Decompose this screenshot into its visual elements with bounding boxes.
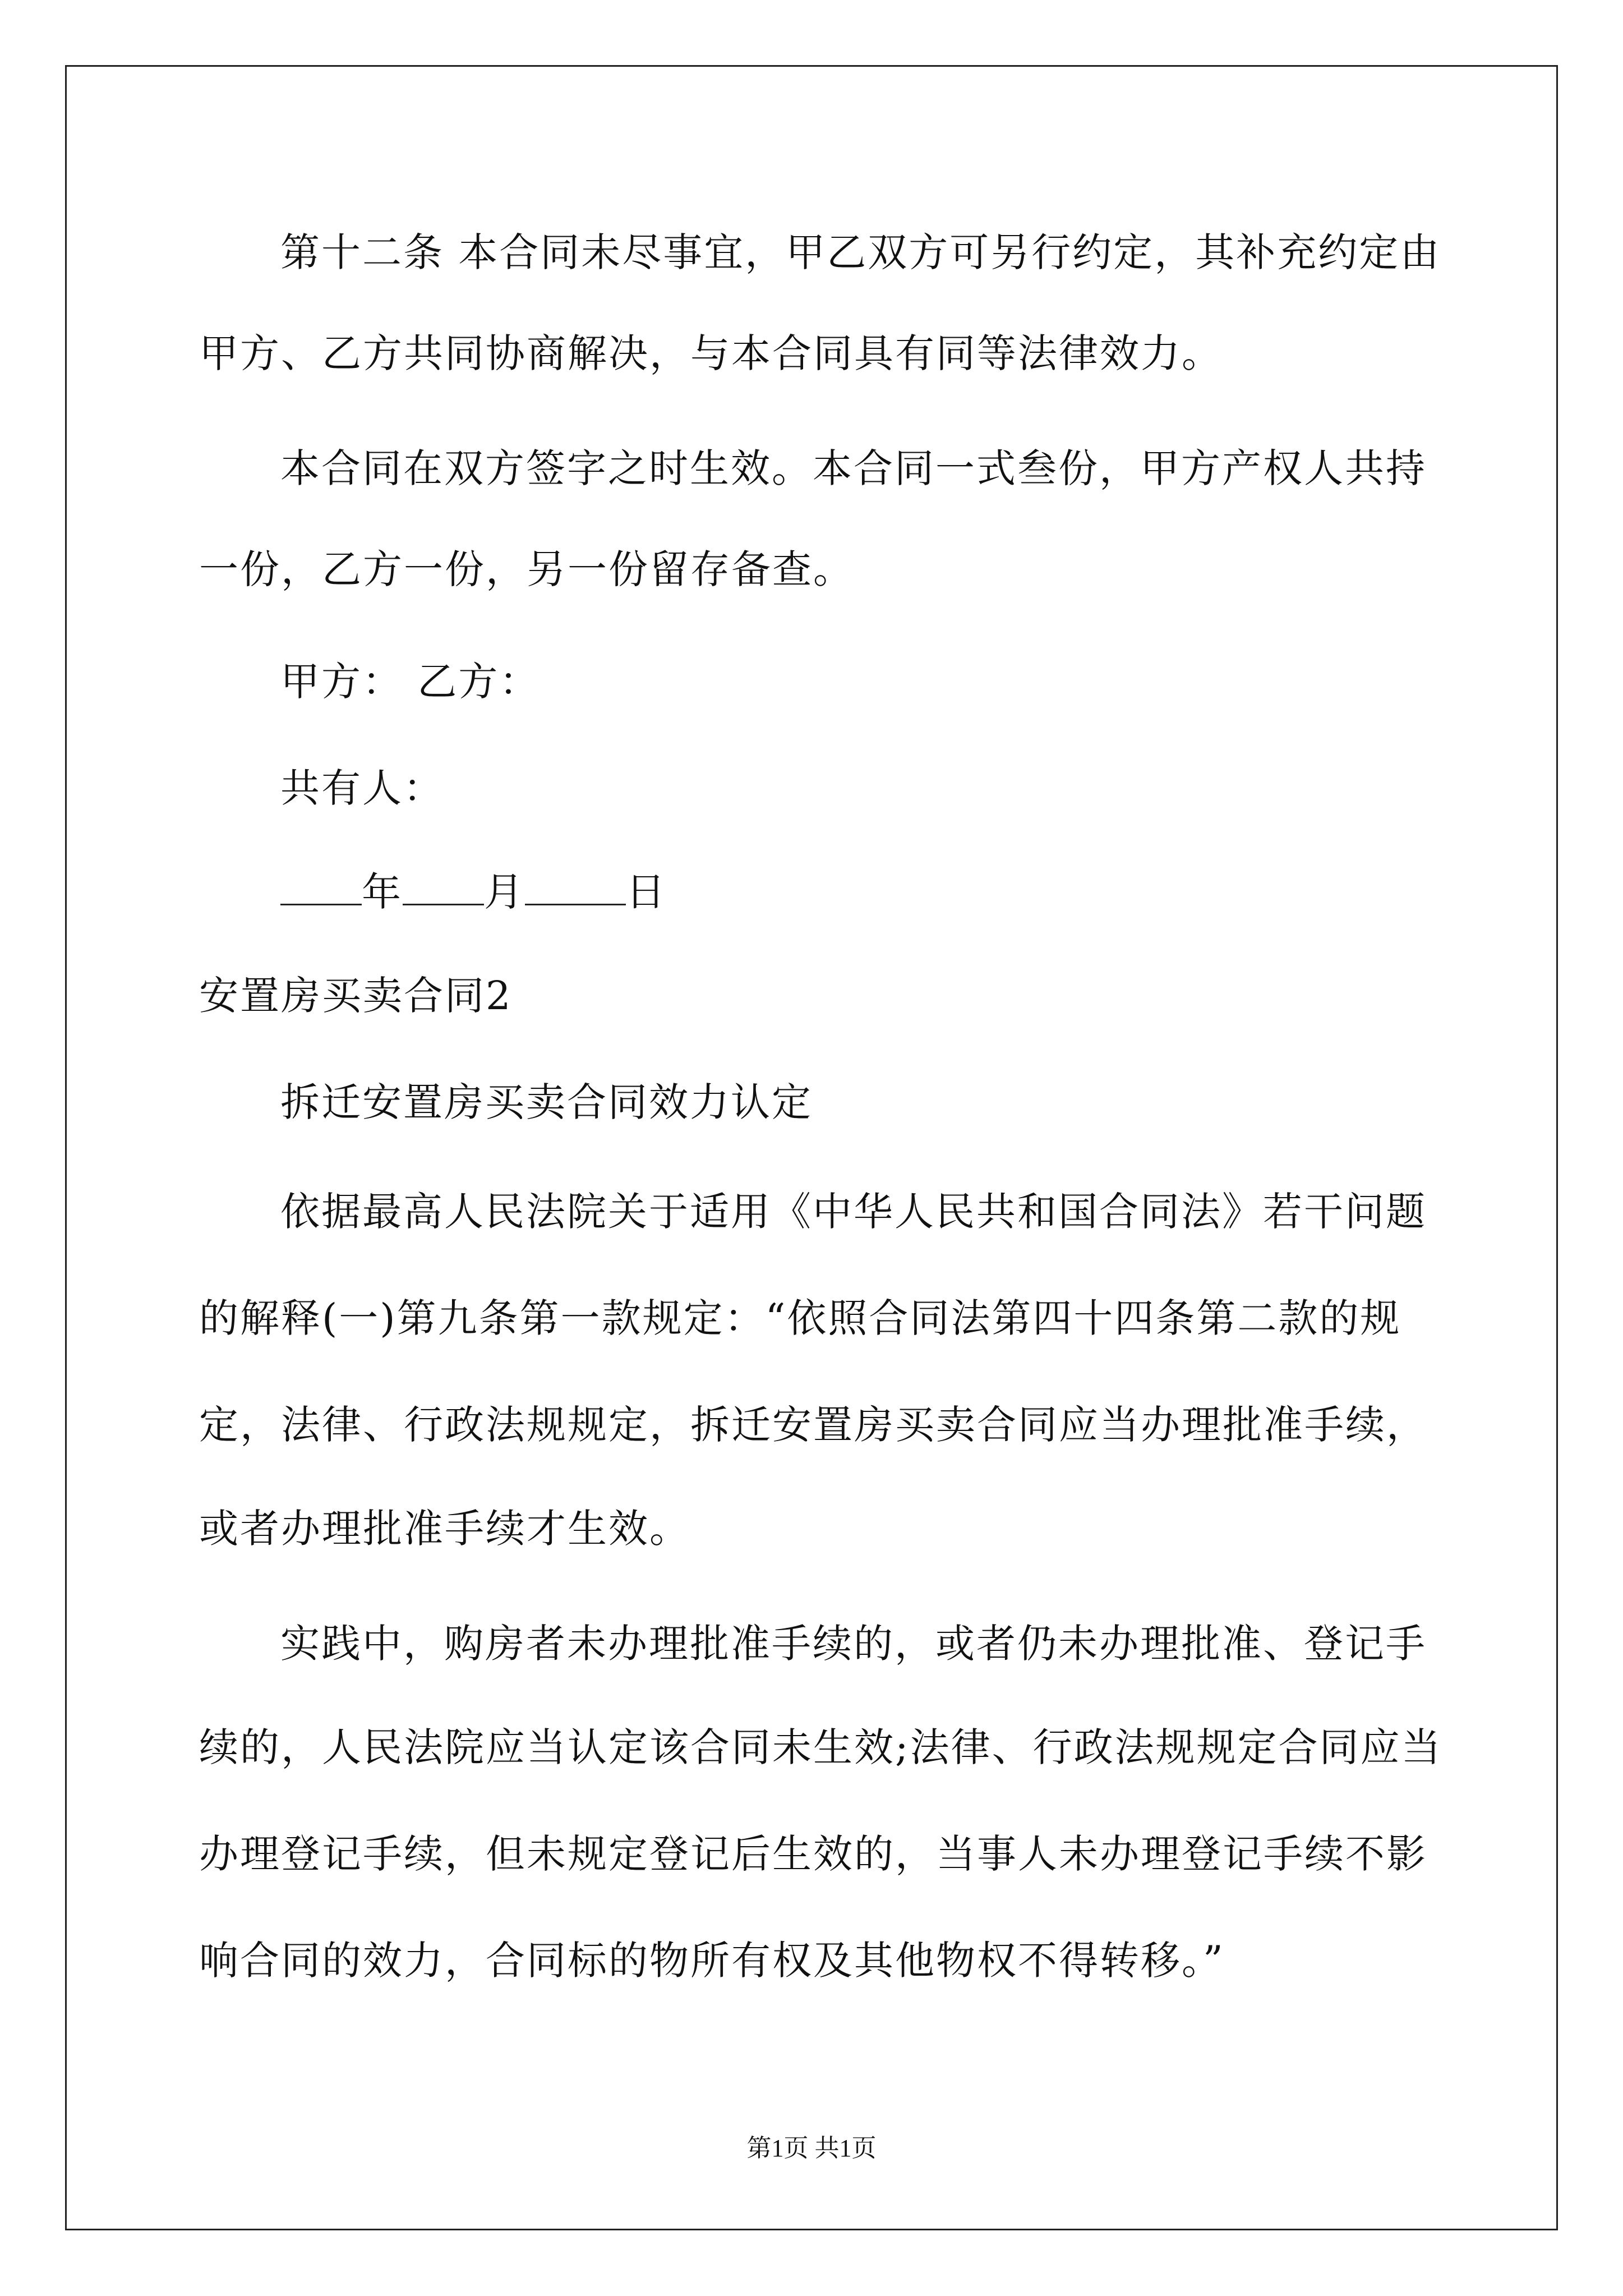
section-title: 安置房买卖合同2: [199, 973, 513, 1019]
paragraph-line: 实践中，购房者未办理批准手续的，或者仍未办理批准、登记手: [280, 1621, 1427, 1667]
month-blank: [403, 870, 484, 905]
date-line: [280, 867, 667, 917]
paragraph-line: 依据最高人民法院关于适用《中华人民共和国合同法》若干问题: [280, 1189, 1427, 1235]
section-subtitle: 拆迁安置房买卖合同效力认定: [280, 1079, 813, 1125]
day-label: 日: [626, 869, 667, 915]
paragraph-line: 一份，乙方一份，另一份留存备查。: [199, 546, 854, 592]
paragraph-line: 甲方、乙方共同协商解决，与本合同具有同等法律效力。: [199, 330, 1223, 376]
paragraph-line: 续的，人民法院应当认定该合同未生效;法律、行政法规规定合同应当: [199, 1724, 1442, 1770]
paragraph-line: 响合同的效力，合同标的物所有权及其他物权不得转移。”: [199, 1938, 1225, 1984]
year-blank: [280, 870, 362, 905]
signature-parties: 甲方： 乙方：: [280, 659, 541, 705]
paragraph-line: 第十二条 本合同未尽事宜，甲乙双方可另行约定，其补充约定由: [280, 229, 1441, 275]
paragraph-line: 或者办理批准手续才生效。: [199, 1506, 690, 1552]
paragraph-line: 定，法律、行政法规规定，拆迁安置房买卖合同应当办理批准手续，: [199, 1402, 1427, 1448]
day-blank: [525, 870, 626, 905]
co-owner-label: 共有人：: [280, 765, 444, 811]
month-label: 月: [484, 869, 525, 915]
page-number: 第1页 共1页: [746, 2134, 877, 2162]
page-border: [65, 65, 1558, 2230]
year-label: 年: [362, 869, 403, 915]
paragraph-line: 本合同在双方签字之时生效。本合同一式叁份，甲方产权人共持: [280, 445, 1427, 491]
paragraph-line: 的解释(一)第九条第一款规定：“依照合同法第四十四条第二款的规: [199, 1295, 1401, 1341]
paragraph-line: 办理登记手续，但未规定登记后生效的，当事人未办理登记手续不影: [199, 1831, 1427, 1877]
